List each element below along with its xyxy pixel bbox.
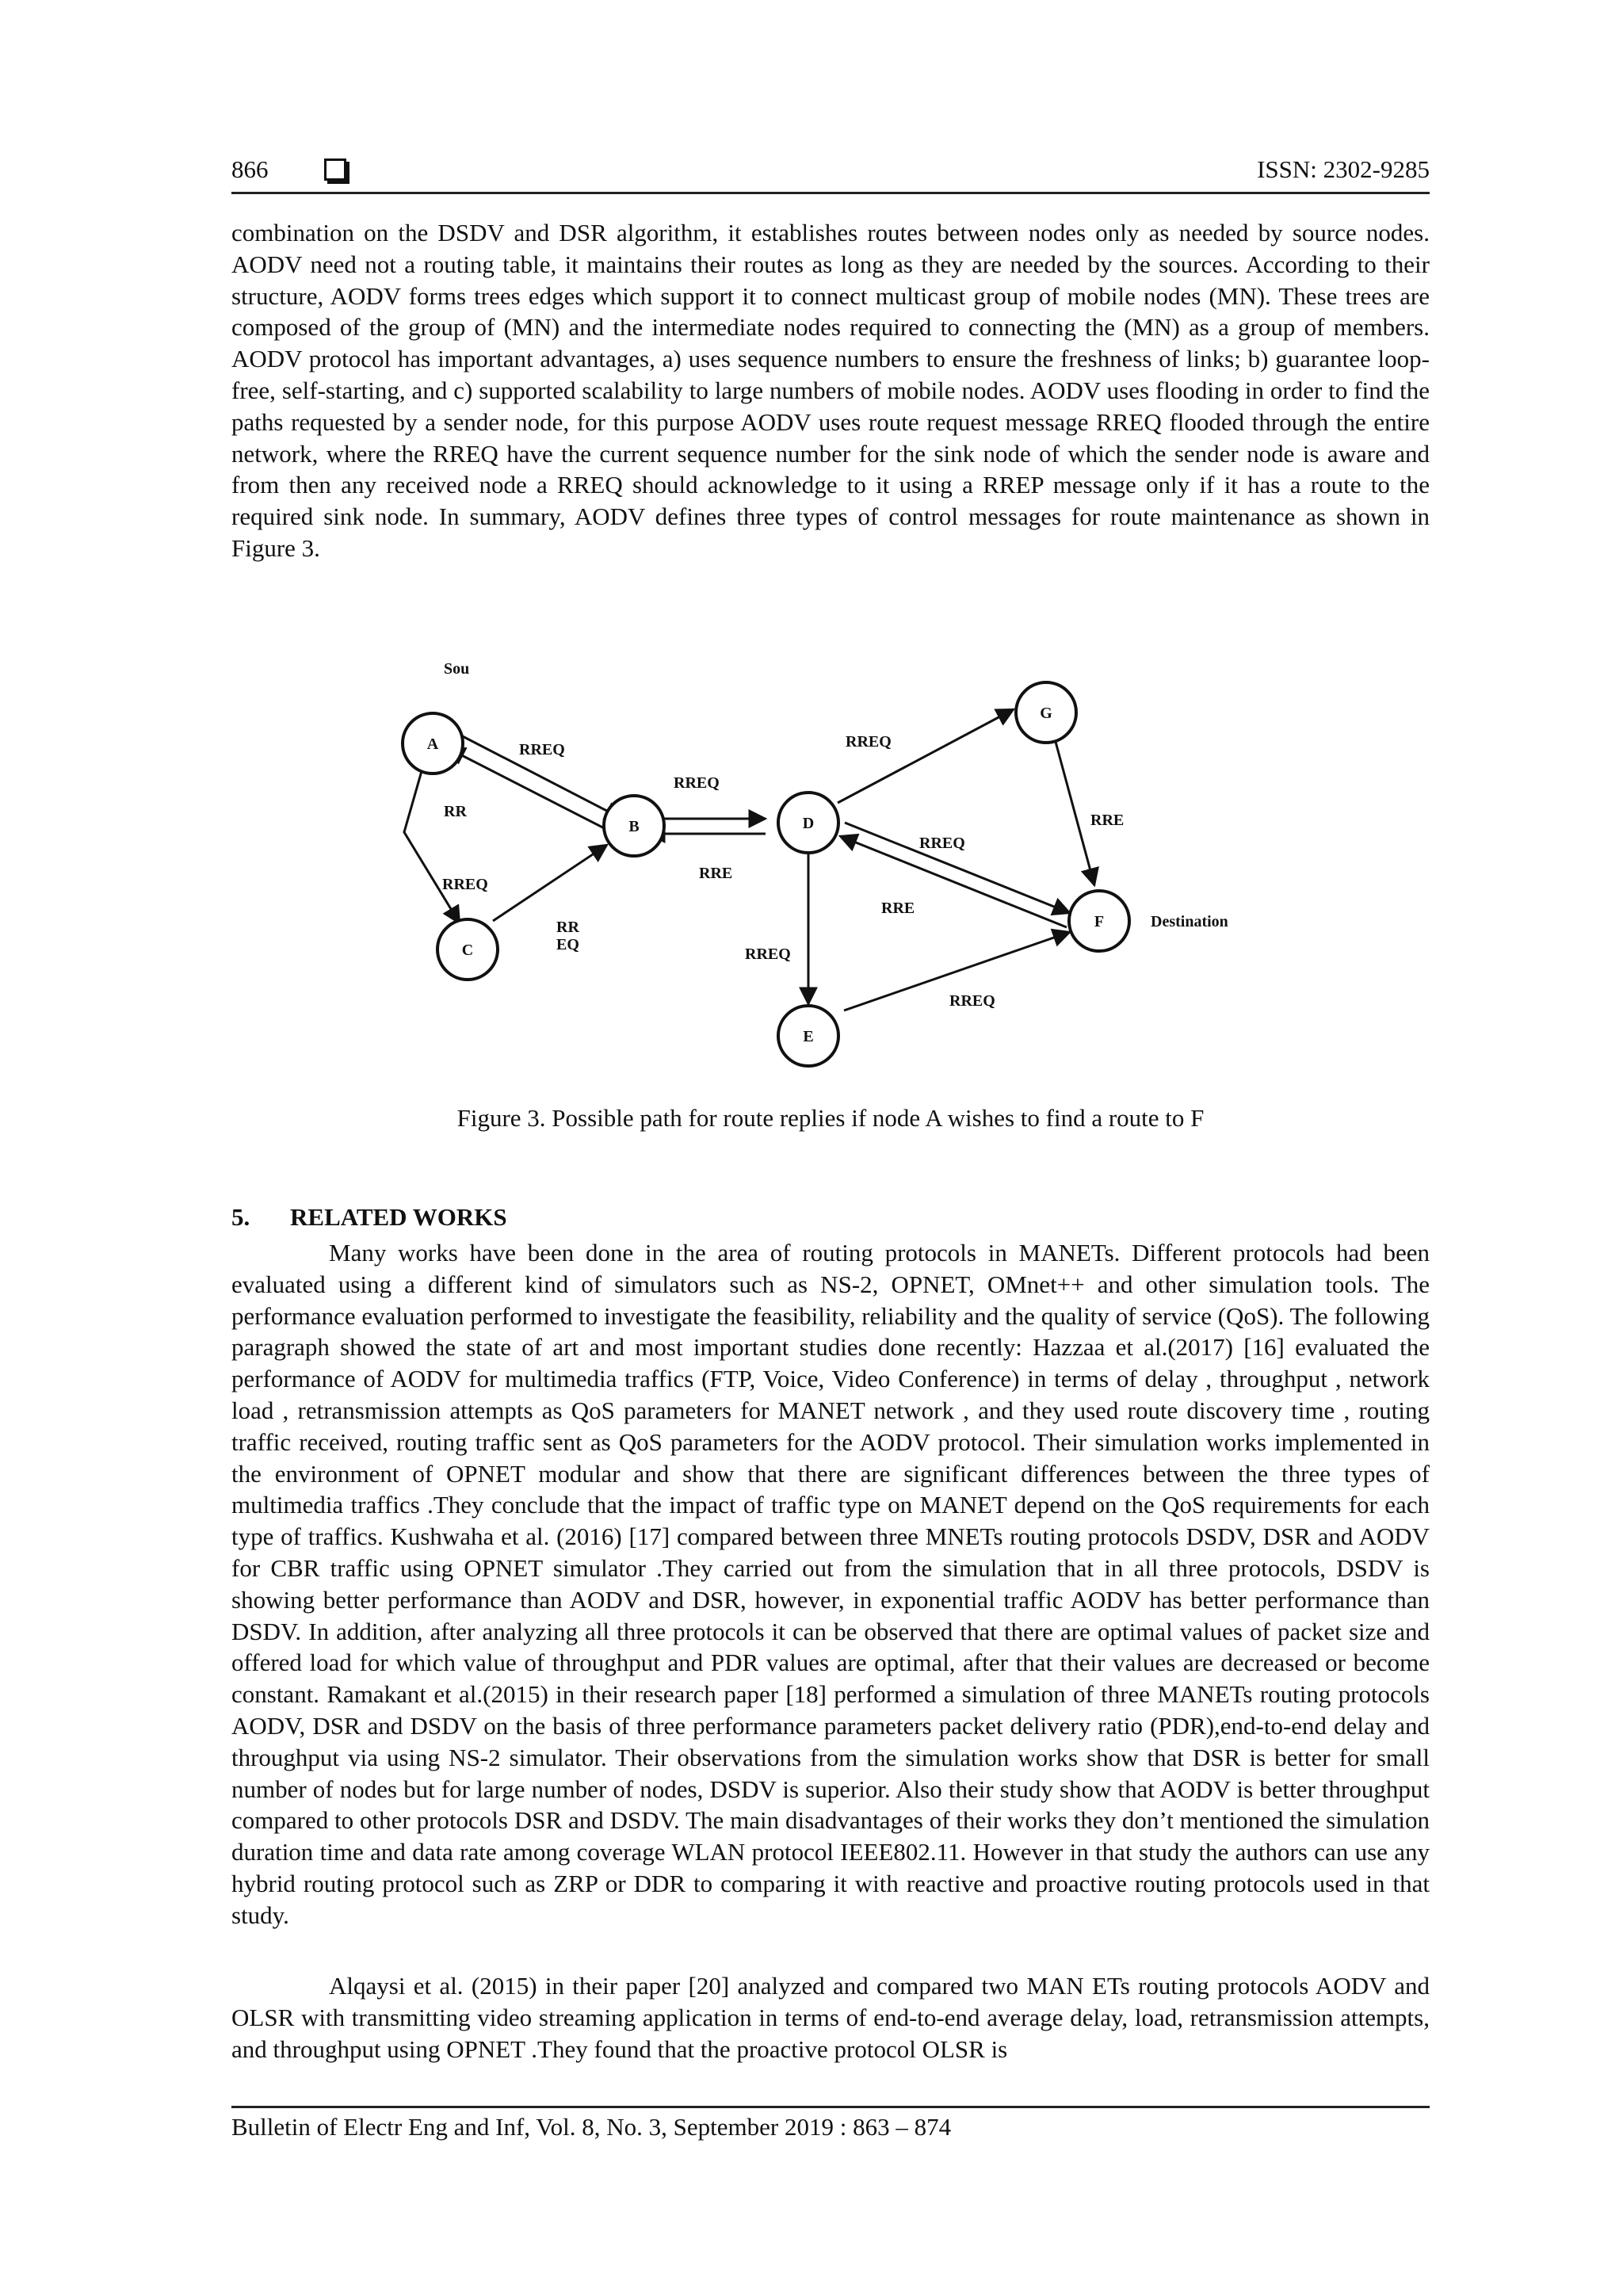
- section-title: RELATED WORKS: [290, 1203, 507, 1231]
- edge-d-to-g: [838, 709, 1014, 803]
- label-c-b-eq: EQ: [556, 936, 579, 953]
- figure-3-diagram: [372, 650, 1276, 1078]
- intro-paragraph: combination on the DSDV and DSR algorithm, it establishes routes between nodes only as needed by source nodes. AODV need not a routing table, it maintains their routes as long as they are needed by the sources. According to their structure, AODV forms trees edges which support it to connect multicast group of mobile nodes (MN). These trees are composed of the group of (MN) and the intermediate nodes required to connecting the (MN) as a group of members. AODV protocol has important advantages, a) uses sequence numbers to ensure the freshness of links; b) guarantee loop-free, self-starting, and c) supported scalability to large numbers of mobile nodes. AODV uses flooding in order to find the paths requested by a sender node, for this purpose AODV uses route request message RREQ flooded through the entire network, where the RREQ have the current sequence number for the sink node of which the sender node is aware and from then any received node a RREQ should acknowledge to it using a RREP message only if it has a route to the required sink node. In summary, AODV defines three types of control messages for route maintenance as shown in Figure 3.: [231, 219, 1430, 562]
- label-a-c-rreq: RREQ: [442, 876, 488, 893]
- figure-caption: Figure 3. Possible path for route replies if node A wishes to find a route to F: [456, 1104, 1205, 1132]
- label-d-b-rre: RRE: [699, 865, 733, 882]
- section-number: 5.: [231, 1203, 250, 1231]
- destination-label: Destination: [1151, 913, 1228, 930]
- page-header: [231, 155, 1430, 190]
- label-a-c-rr: RR: [444, 803, 467, 820]
- header-rule: [231, 192, 1430, 194]
- node-d: [778, 793, 838, 853]
- node-e-label: E: [803, 1028, 814, 1045]
- page-number: 866: [231, 155, 269, 183]
- label-g-f-rre: RRE: [1090, 812, 1125, 829]
- node-f-label: F: [1094, 913, 1105, 930]
- node-e: [778, 1006, 838, 1066]
- node-a: [403, 713, 463, 774]
- edge-g-to-f: [1056, 742, 1094, 885]
- edge-a-to-c: [404, 771, 460, 923]
- footer-rule: [231, 2106, 1430, 2108]
- label-d-e-rreq: RREQ: [745, 946, 791, 963]
- journal-citation: Bulletin of Electr Eng and Inf, Vol. 8, No. 3, September 2019 : 863 – 874: [231, 2113, 952, 2141]
- node-b-label: B: [628, 818, 640, 835]
- node-a-label: A: [426, 735, 439, 753]
- source-label: Sou: [444, 660, 470, 678]
- node-b: [604, 796, 664, 856]
- aodv-route-diagram: [372, 650, 1276, 1078]
- node-g: [1016, 682, 1076, 743]
- related-works-paragraph-1: Many works have been done in the area of routing protocols in MANETs. Different protocols had been evaluated using a different kind of simulators such as NS-2, OPNET, OMnet++ and other simulation tools. The performance evaluation performed to investigate the feasibility, reliability and the quality of service (QoS). The following paragraph showed the state of art and most important studies done recently: Hazzaa et al.(2017) [16] evaluated the performance of AODV for multimedia traffics (FTP, Voice, Video Conference) in terms of delay , throughput , network load , retransmission attempts as QoS parameters for MANET network , and they used route discovery time , routing traffic received, routing traffic sent as QoS parameters for the AODV protocol. Their simulation works implemented in the environment of OPNET modular and show that there are significant differences between the three types of multimedia traffics .They conclude that the impact of traffic type on MANET depend on the QoS requirements for each type of traffics. Kushwaha et al. (2016) [17] compared between three MNETs routing protocols DSDV, DSR and AODV for CBR traffic using OPNET simulator .They carried out from the simulation that in all three protocols, DSDV is showing better performance than AODV and DSR, however, in exponential traffic AODV has better performance than DSDV. In addition, after analyzing all three protocols it can be observed that there are optimal values of packet size and offered load for which value of throughput and PDR values are optimal, after that their values are decreased or become constant. Ramakant et al.(2015) in their research paper [18] performed a simulation of three MANETs routing protocols AODV, DSR and DSDV on the basis of three performance parameters packet delivery ratio (PDR),end-to-end delay and throughput via using NS-2 simulator. Their observations from the simulation works show that DSR is better for small number of nodes but for large number of nodes, DSDV is superior. Also their study show that AODV is better throughput compared to other protocols DSR and DSDV. The main disadvantages of their works they don’t mentioned the simulation duration time and data rate among coverage WLAN protocol IEEE802.11. However in that study the authors can use any hybrid routing protocol such as ZRP or DDR to comparing it with reactive and proactive routing protocols used in that study.: [231, 1239, 1430, 1929]
- issn-label: ISSN: 2302-9285: [1257, 155, 1430, 183]
- label-d-g-rreq: RREQ: [846, 733, 892, 751]
- node-c-label: C: [461, 942, 474, 959]
- node-c: [437, 919, 498, 980]
- node-d-label: D: [802, 815, 815, 832]
- checkbox-square-icon: [324, 159, 346, 181]
- label-f-d-rre: RRE: [881, 900, 915, 917]
- label-b-d-rreq: RREQ: [674, 774, 720, 792]
- related-works-paragraph-2: Alqaysi et al. (2015) in their paper [20] analyzed and compared two MAN ETs routing protocols AODV and OLSR with transmitting video streaming application in terms of end-to-end average delay, load, retransmission attempts, and throughput using OPNET .They found that the proactive protocol OLSR is: [231, 1972, 1430, 2063]
- label-c-b-rr: RR: [556, 919, 579, 936]
- label-d-f-rreq: RREQ: [919, 835, 965, 852]
- edge-c-to-b: [493, 845, 607, 921]
- edge-b-to-a: [448, 748, 615, 834]
- section-heading: [231, 1203, 507, 1232]
- label-e-f-rreq: RREQ: [949, 992, 995, 1010]
- label-a-b-rreq: RREQ: [519, 741, 565, 758]
- node-f: [1069, 891, 1129, 951]
- node-g-label: G: [1040, 705, 1052, 722]
